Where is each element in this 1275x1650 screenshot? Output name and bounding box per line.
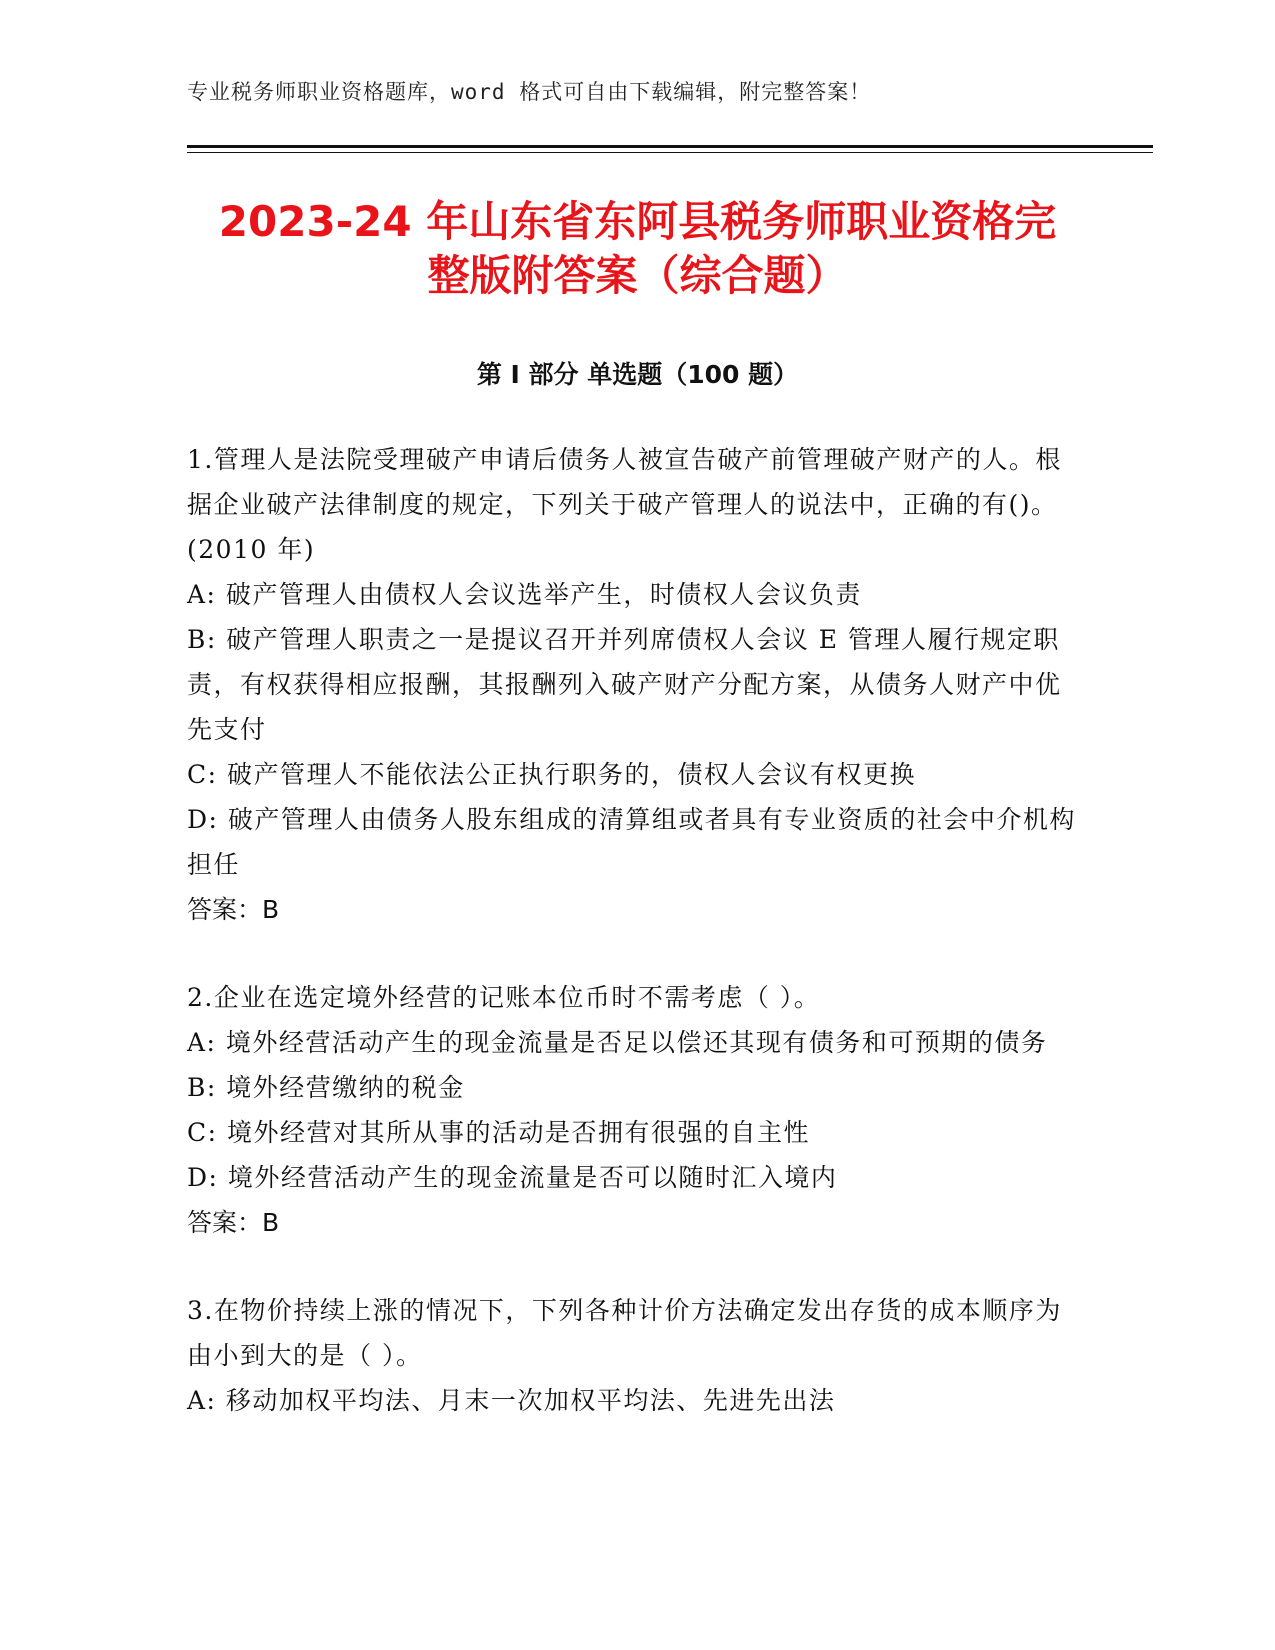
option-b: B: 境外经营缴纳的税金 (187, 1073, 465, 1102)
answer: 答案：B (187, 895, 280, 924)
question-3 (187, 1288, 1087, 1423)
question-1 (187, 437, 1087, 932)
option-a: A: 破产管理人由债权人会议选举产生，时债权人会议负责 (187, 580, 862, 609)
option-a: A: 境外经营活动产生的现金流量是否足以偿还其现有债务和可预期的债务 (187, 1028, 1048, 1057)
option-d: D: 破产管理人由债务人股东组成的清算组或者具有专业资质的社会中介机构担任 (187, 805, 1076, 879)
header-rule-thin (187, 152, 1153, 153)
option-c: C: 破产管理人不能依法公正执行职务的，债权人会议有权更换 (187, 760, 917, 789)
answer: 答案：B (187, 1208, 280, 1237)
document-title (120, 195, 1155, 303)
option-d: D: 境外经营活动产生的现金流量是否可以随时汇入境内 (187, 1163, 838, 1192)
question-2 (187, 975, 1087, 1245)
document-title-line2: 整版附答案（综合题） (427, 251, 848, 300)
option-a: A: 移动加权平均法、月末一次加权平均法、先进先出法 (187, 1386, 836, 1415)
question-stem: 2.企业在选定境外经营的记账本位币时不需考虑（ ）。 (187, 983, 821, 1012)
document-title-line1: 2023-24 年山东省东阿县税务师职业资格完 (218, 197, 1057, 246)
option-c: C: 境外经营对其所从事的活动是否拥有很强的自主性 (187, 1118, 811, 1147)
question-list (187, 437, 1087, 1466)
question-stem: 1.管理人是法院受理破产申请后债务人被宣告破产前管理破产财产的人。根据企业破产法律制度的规定，下列关于破产管理人的说法中，正确的有()。(2010 年) (187, 445, 1062, 564)
question-stem: 3.在物价持续上涨的情况下，下列各种计价方法确定发出存货的成本顺序为由小到大的是（ ）。 (187, 1296, 1062, 1370)
header-rule-thick (187, 145, 1153, 148)
header-note: 专业税务师职业资格题库，word 格式可自由下载编辑，附完整答案！ (187, 80, 872, 104)
section-title: 第 I 部分 单选题（100 题） (476, 360, 799, 389)
option-b: B: 破产管理人职责之一是提议召开并列席债权人会议 E 管理人履行规定职责，有权获得相应报酬，其报酬列入破产财产分配方案，从债务人财产中优先支付 (187, 625, 1062, 744)
